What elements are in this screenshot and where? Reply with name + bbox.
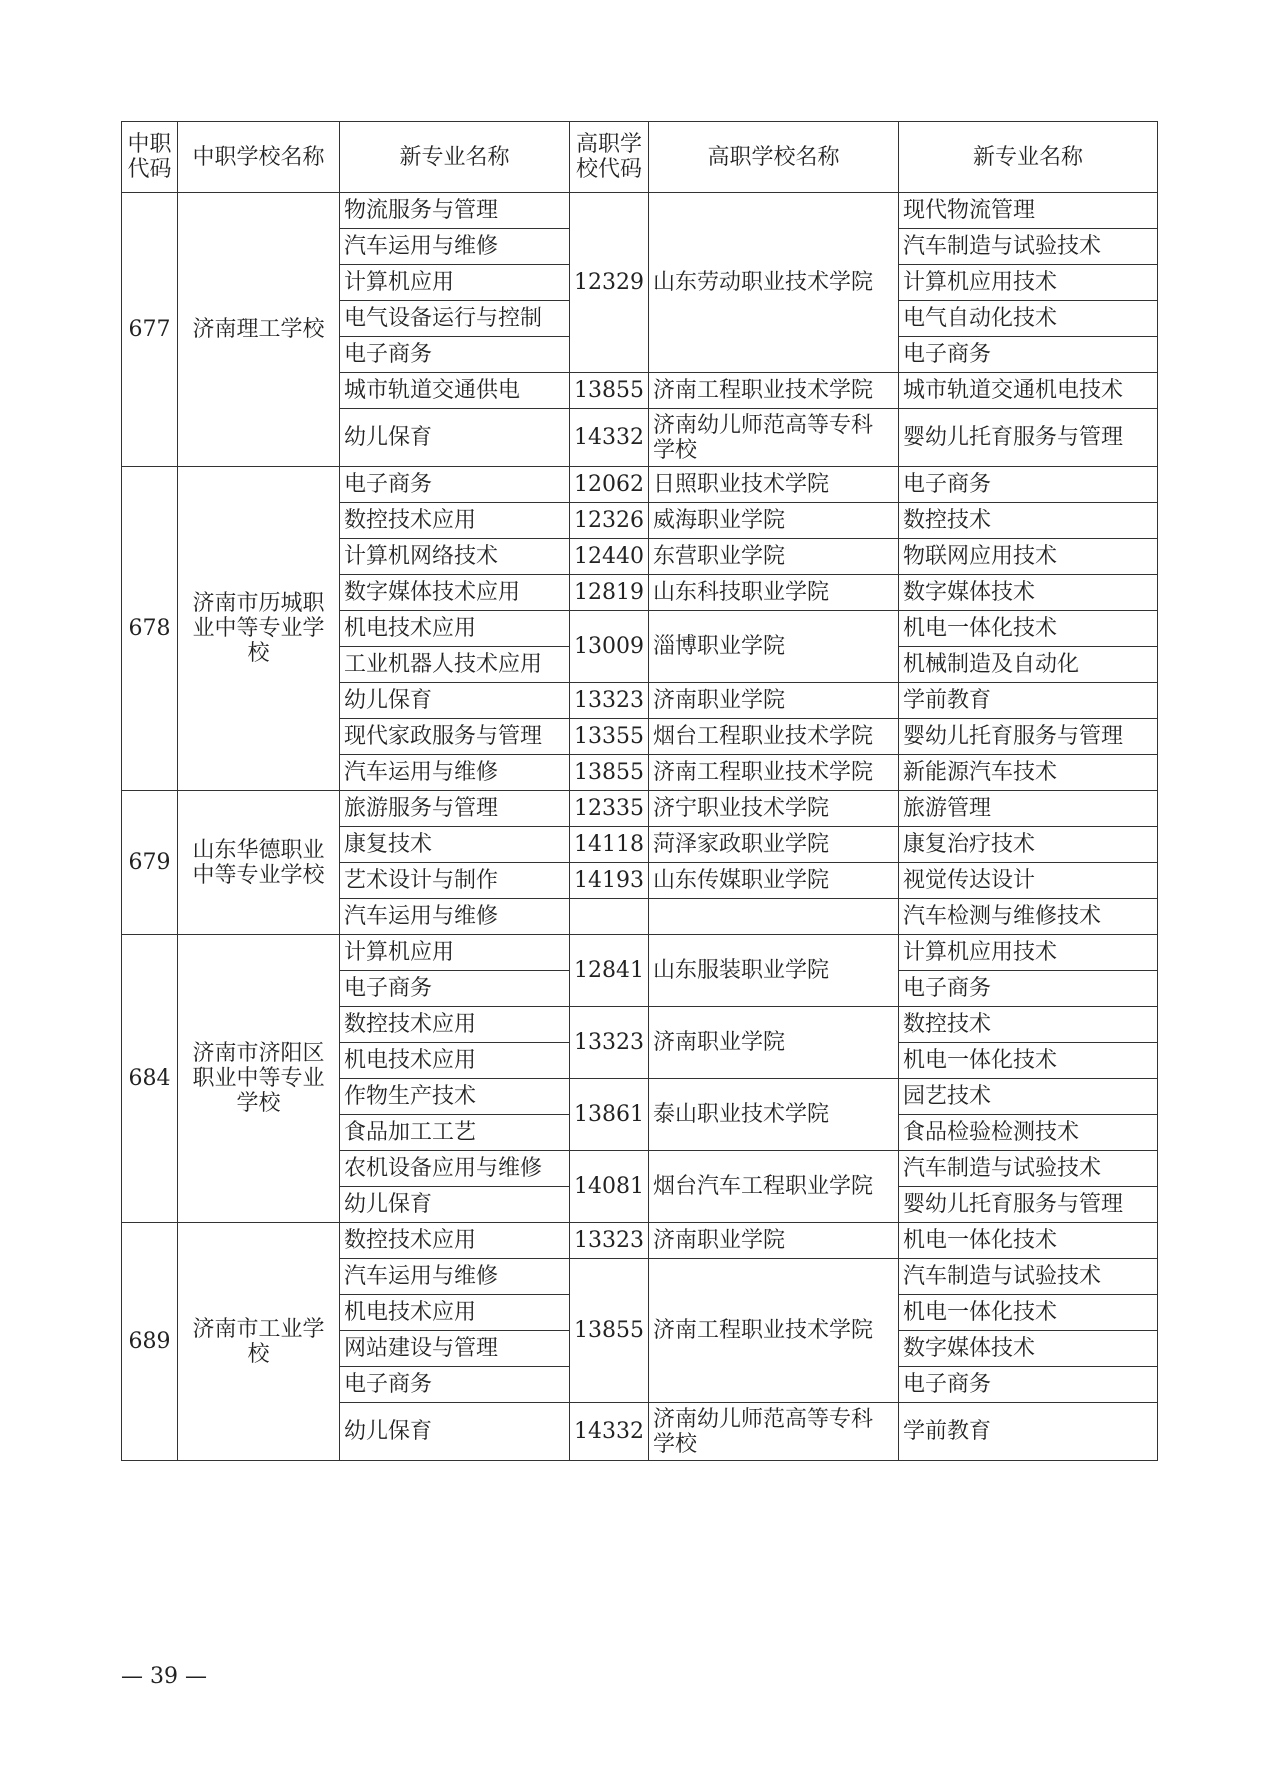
gz-school-cell: 威海职业学院 [649,503,899,539]
zz-major-cell: 数控技术应用 [340,1007,570,1043]
gz-school-cell: 烟台工程职业技术学院 [649,719,899,755]
zz-school-cell: 济南理工学校 [178,193,340,467]
gz-code-cell: 14081 [570,1151,649,1223]
gz-school-cell: 日照职业技术学院 [649,467,899,503]
gz-major-cell: 物联网应用技术 [899,539,1158,575]
zz-major-cell: 汽车运用与维修 [340,229,570,265]
table-row [122,193,1158,229]
gz-code-cell: 13355 [570,719,649,755]
zz-code-cell: 677 [122,193,178,467]
zz-major-cell: 机电技术应用 [340,611,570,647]
zz-major-cell: 数字媒体技术应用 [340,575,570,611]
gz-major-cell: 旅游管理 [899,791,1158,827]
header-zz-school: 中职学校名称 [178,122,340,193]
zz-code-cell: 684 [122,935,178,1223]
gz-major-cell: 园艺技术 [899,1079,1158,1115]
gz-code-cell [570,899,649,935]
zz-major-cell: 旅游服务与管理 [340,791,570,827]
gz-major-cell: 现代物流管理 [899,193,1158,229]
gz-code-cell: 13855 [570,373,649,409]
table-row [122,1223,1158,1259]
zz-major-cell: 计算机应用 [340,935,570,971]
gz-major-cell: 数字媒体技术 [899,1331,1158,1367]
gz-code-cell: 12819 [570,575,649,611]
gz-major-cell: 汽车检测与维修技术 [899,899,1158,935]
zz-major-cell: 工业机器人技术应用 [340,647,570,683]
gz-code-cell: 13323 [570,683,649,719]
header-zz-major: 新专业名称 [340,122,570,193]
gz-major-cell: 新能源汽车技术 [899,755,1158,791]
gz-code-cell: 13323 [570,1223,649,1259]
gz-major-cell: 康复治疗技术 [899,827,1158,863]
zz-major-cell: 数控技术应用 [340,1223,570,1259]
gz-school-cell: 济南职业学院 [649,1007,899,1079]
header-gz-school: 高职学校名称 [649,122,899,193]
gz-school-cell: 济南职业学院 [649,1223,899,1259]
gz-major-cell: 城市轨道交通机电技术 [899,373,1158,409]
zz-school-cell: 济南市济阳区职业中等专业学校 [178,935,340,1223]
gz-code-cell: 14332 [570,1403,649,1461]
header-zz-code: 中职代码 [122,122,178,193]
gz-major-cell: 电子商务 [899,337,1158,373]
zz-major-cell: 现代家政服务与管理 [340,719,570,755]
gz-major-cell: 婴幼儿托育服务与管理 [899,719,1158,755]
gz-major-cell: 计算机应用技术 [899,265,1158,301]
zz-major-cell: 机电技术应用 [340,1043,570,1079]
table-row [122,935,1158,971]
zz-code-cell: 689 [122,1223,178,1461]
zz-school-cell: 济南市工业学校 [178,1223,340,1461]
gz-major-cell: 数字媒体技术 [899,575,1158,611]
zz-major-cell: 电子商务 [340,337,570,373]
gz-code-cell: 13855 [570,1259,649,1403]
gz-major-cell: 汽车制造与试验技术 [899,1151,1158,1187]
gz-school-cell: 济南工程职业技术学院 [649,1259,899,1403]
gz-school-cell: 山东传媒职业学院 [649,863,899,899]
table-row [122,467,1158,503]
gz-major-cell: 数控技术 [899,1007,1158,1043]
table-body [122,193,1158,1461]
gz-school-cell: 东营职业学院 [649,539,899,575]
zz-major-cell: 数控技术应用 [340,503,570,539]
zz-major-cell: 电气设备运行与控制 [340,301,570,337]
zz-major-cell: 电子商务 [340,1367,570,1403]
zz-major-cell: 幼儿保育 [340,1187,570,1223]
gz-school-cell: 菏泽家政职业学院 [649,827,899,863]
gz-school-cell [649,899,899,935]
zz-major-cell: 城市轨道交通供电 [340,373,570,409]
table-row [122,791,1158,827]
gz-school-cell: 山东劳动职业技术学院 [649,193,899,373]
zz-major-cell: 网站建设与管理 [340,1331,570,1367]
zz-major-cell: 计算机网络技术 [340,539,570,575]
gz-school-cell: 济南工程职业技术学院 [649,755,899,791]
gz-code-cell: 14118 [570,827,649,863]
zz-major-cell: 农机设备应用与维修 [340,1151,570,1187]
gz-code-cell: 12326 [570,503,649,539]
gz-major-cell: 机械制造及自动化 [899,647,1158,683]
gz-major-cell: 学前教育 [899,683,1158,719]
zz-major-cell: 物流服务与管理 [340,193,570,229]
gz-code-cell: 12329 [570,193,649,373]
gz-major-cell: 婴幼儿托育服务与管理 [899,409,1158,467]
gz-major-cell: 机电一体化技术 [899,1043,1158,1079]
gz-school-cell: 烟台汽车工程职业学院 [649,1151,899,1223]
zz-major-cell: 幼儿保育 [340,683,570,719]
gz-school-cell: 济南职业学院 [649,683,899,719]
gz-major-cell: 电子商务 [899,467,1158,503]
zz-major-cell: 艺术设计与制作 [340,863,570,899]
gz-major-cell: 电子商务 [899,1367,1158,1403]
zz-major-cell: 汽车运用与维修 [340,1259,570,1295]
gz-major-cell: 食品检验检测技术 [899,1115,1158,1151]
gz-major-cell: 婴幼儿托育服务与管理 [899,1187,1158,1223]
gz-school-cell: 济南幼儿师范高等专科学校 [649,409,899,467]
gz-school-cell: 淄博职业学院 [649,611,899,683]
gz-major-cell: 电子商务 [899,971,1158,1007]
zz-school-cell: 山东华德职业中等专业学校 [178,791,340,935]
gz-code-cell: 12062 [570,467,649,503]
gz-major-cell: 汽车制造与试验技术 [899,1259,1158,1295]
gz-code-cell: 13323 [570,1007,649,1079]
gz-major-cell: 计算机应用技术 [899,935,1158,971]
gz-major-cell: 机电一体化技术 [899,1295,1158,1331]
gz-code-cell: 14332 [570,409,649,467]
zz-major-cell: 电子商务 [340,971,570,1007]
header-gz-code: 高职学校代码 [570,122,649,193]
zz-major-cell: 汽车运用与维修 [340,899,570,935]
gz-code-cell: 14193 [570,863,649,899]
zz-code-cell: 679 [122,791,178,935]
page-number: — 39 — [121,1664,207,1689]
header-gz-major: 新专业名称 [899,122,1158,193]
zz-major-cell: 机电技术应用 [340,1295,570,1331]
gz-major-cell: 机电一体化技术 [899,1223,1158,1259]
gz-school-cell: 济南幼儿师范高等专科学校 [649,1403,899,1461]
zz-school-cell: 济南市历城职业中等专业学校 [178,467,340,791]
gz-major-cell: 机电一体化技术 [899,611,1158,647]
gz-school-cell: 济宁职业技术学院 [649,791,899,827]
gz-code-cell: 12335 [570,791,649,827]
table-header-row [122,122,1158,193]
zz-major-cell: 电子商务 [340,467,570,503]
zz-major-cell: 食品加工工艺 [340,1115,570,1151]
gz-code-cell: 12841 [570,935,649,1007]
gz-school-cell: 山东服装职业学院 [649,935,899,1007]
zz-major-cell: 幼儿保育 [340,1403,570,1461]
gz-code-cell: 13855 [570,755,649,791]
zz-major-cell: 幼儿保育 [340,409,570,467]
major-mapping-table [121,121,1158,1461]
gz-major-cell: 数控技术 [899,503,1158,539]
gz-school-cell: 济南工程职业技术学院 [649,373,899,409]
gz-major-cell: 视觉传达设计 [899,863,1158,899]
gz-code-cell: 13861 [570,1079,649,1151]
gz-major-cell: 汽车制造与试验技术 [899,229,1158,265]
zz-code-cell: 678 [122,467,178,791]
gz-school-cell: 山东科技职业学院 [649,575,899,611]
zz-major-cell: 作物生产技术 [340,1079,570,1115]
gz-code-cell: 13009 [570,611,649,683]
gz-school-cell: 泰山职业技术学院 [649,1079,899,1151]
zz-major-cell: 汽车运用与维修 [340,755,570,791]
zz-major-cell: 计算机应用 [340,265,570,301]
gz-code-cell: 12440 [570,539,649,575]
gz-major-cell: 电气自动化技术 [899,301,1158,337]
gz-major-cell: 学前教育 [899,1403,1158,1461]
zz-major-cell: 康复技术 [340,827,570,863]
